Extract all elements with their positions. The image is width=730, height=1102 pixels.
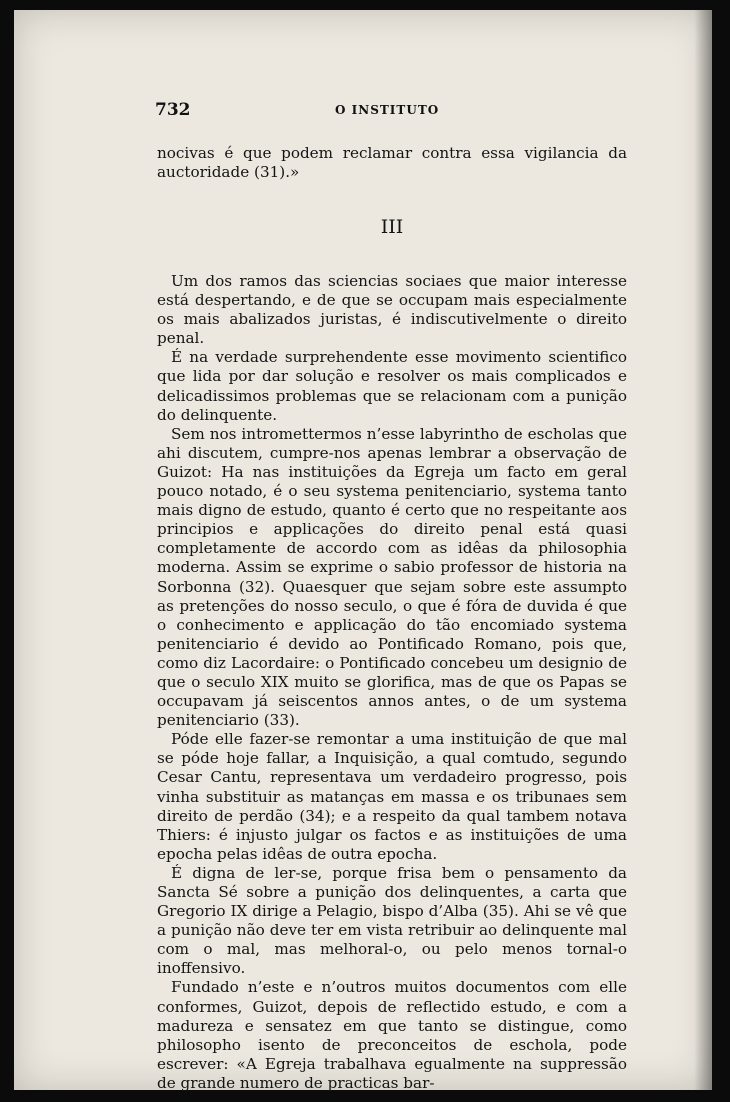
paragraph: Fundado n’este e n’outros muitos documentos com elle conformes, Guizot, depois de reflectido estudo, e com a madureza e sensatez em que tanto se distingue, como philosopho isento de preconceitos de eschola, pode escrever: «A Egreja trabalhava egualmente na suppressão de grande numero de practicas bar- — [157, 978, 627, 1092]
page-number: 732 — [155, 100, 191, 120]
running-head — [155, 100, 625, 124]
paragraph: É na verdade surprehendente esse movimento scientifico que lida por dar solução e resolver os mais complicados e delicadissimos problemas que se relacionam com a punição do delinquente. — [157, 348, 627, 424]
paragraph: É digna de ler-se, porque frisa bem o pensamento da Sancta Sé sobre a punição dos delinquentes, a carta que Gregorio IX dirige a Pelagio, bispo d’Alba (35). Ahi se vê que a punição não deve ter em vista retribuir ao delinquente mal com o mal, mas melhoral-o, ou pelo menos tornal-o inoffensivo. — [157, 863, 627, 978]
main-text — [157, 272, 627, 1093]
paragraph: Um dos ramos das sciencias sociaes que maior interesse está despertando, e de que se occupam mais especialmente os mais abalizados juristas, é indiscutivelmente o direito penal. — [157, 272, 627, 348]
section-number: III — [380, 216, 404, 238]
journal-title: O INSTITUTO — [335, 103, 440, 117]
paragraph: Sem nos intromettermos n’esse labyrintho de escholas que ahi discutem, cumpre-nos apenas lembrar a observação de Guizot: Ha nas instituições da Egreja um facto em geral pouco notado, é o seu systema penitenciario, systema tanto mais digno de estudo, quanto é certo que no respeitante aos principios e applicações do direito penal está quasi completamente de accordo com as idêas da philosophia moderna. Assim se exprime o sabio professor de historia na Sorbonna (32). Quaesquer que sejam sobre este assumpto as pretenções do nosso seculo, o que é fóra de duvida é que o conhecimento e applicação do tão encomiado systema penitenciario é devido ao Pontificado Romano, pois que, como diz Lacordaire: o Pontificado concebeu um designio de que o seculo XIX muito se glorifica, mas de que os Papas se occupavam já seiscentos annos antes, o de um systema penitenciario (33). — [157, 424, 627, 730]
opening-paragraph-block — [157, 144, 627, 182]
opening-paragraph: nocivas é que podem reclamar contra essa vigilancia da auctoridade (31).» — [157, 144, 627, 182]
paragraph: Póde elle fazer-se remontar a uma instituição de que mal se póde hoje fallar, a Inquisição, a qual comtudo, segundo Cesar Cantu, representava um verdadeiro progresso, pois vinha substituir as matanças em massa e os tribunaes sem direito de perdão (34); e a respeito da qual tambem notava Thiers: é injusto julgar os factos e as instituições de uma epocha pelas idêas de outra epocha. — [157, 730, 627, 863]
